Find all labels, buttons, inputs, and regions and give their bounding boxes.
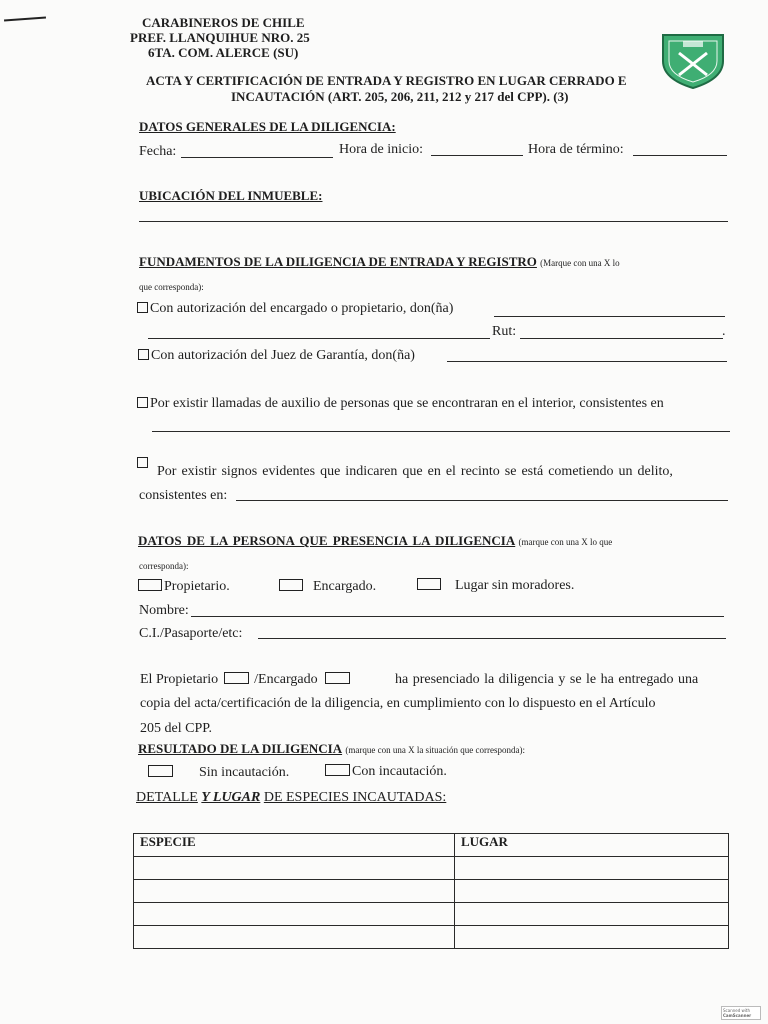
especies-table [133,833,729,949]
section-fundamentos-heading-wrap [139,254,620,270]
fundamentos-note-cont: que corresponda): [139,282,204,292]
option-sin-incautacion-label: Sin incautación. [199,765,290,780]
document-title-line1: ACTA Y CERTIFICACIÓN DE ENTRADA Y REGISTRO EN LUGAR CERRADO E [146,73,627,88]
checkbox-con-incautacion[interactable] [325,764,350,776]
field-rut-line [520,338,723,339]
table-header-row [134,834,729,857]
certificacion-text2: copia del acta/certificación de la diligencia, en cumplimiento con lo dispuesto en el Artículo [140,696,656,711]
option-autorizacion-encargado-label: Con autorización del encargado o propietario, don(ña) [150,301,454,316]
carabineros-emblem-icon [657,31,729,91]
section-ubicacion-heading: UBICACIÓN DEL INMUEBLE: [139,188,323,203]
header-institution: CARABINEROS DE CHILE [142,15,305,30]
option-lugar-sin-moradores-label: Lugar sin moradores. [455,578,575,593]
certificacion-text3: 205 del CPP. [140,721,212,736]
field-fecha-line [181,157,333,158]
rut-end: . [722,324,726,339]
header-commissary: 6TA. COM. ALERCE (SU) [148,45,299,60]
checkbox-autorizacion-juez[interactable] [138,349,149,360]
badge-line1: Scanned with [723,1008,751,1013]
checkbox-cert-encargado[interactable] [325,672,350,684]
option-llamadas-auxilio-label: Por existir llamadas de auxilio de personas que se encontraran en el interior, consistentes en [150,396,664,411]
field-hora-inicio-line [431,155,523,156]
persona-note-cont: corresponda): [139,561,189,571]
section-general-heading: DATOS GENERALES DE LA DILIGENCIA: [139,119,396,134]
option-encargado-label: Encargado. [313,579,377,594]
table-cell-lugar[interactable] [455,880,729,903]
field-juez-name-line [447,361,727,362]
certificacion-line1 [140,672,352,688]
table-cell-especie[interactable] [134,926,455,949]
certificacion-text1: ha presenciado la diligencia y se le ha entregado una [395,672,699,687]
fundamentos-note: (Marque con una X lo [540,258,620,268]
option-signos-evidentes [137,454,150,472]
table-cell-especie[interactable] [134,903,455,926]
badge-line2: CamScanner [723,1013,752,1018]
column-header-especie: ESPECIE [134,834,455,857]
scan-mark [4,17,46,22]
label-hora-inicio: Hora de inicio: [339,142,423,157]
field-ubicacion-line [139,221,728,222]
table-row [134,857,729,880]
table-row [134,880,729,903]
field-nombre-line [191,616,724,617]
field-hora-termino-line [633,155,727,156]
label-consistentes-en: consistentes en: [139,488,228,503]
table-cell-lugar[interactable] [455,857,729,880]
checkbox-encargado[interactable] [279,579,303,591]
section-resultado-heading-wrap [138,741,525,757]
resultado-note: (marque con una X la situación que corresponda): [345,745,526,755]
detalle-heading-b: Y LUGAR [201,790,261,805]
checkbox-signos-evidentes[interactable] [137,457,148,468]
field-consistentes-line [236,500,728,501]
section-persona-heading-wrap [138,533,612,549]
option-encargado [279,579,376,595]
detalle-heading-c: DE ESPECIES INCAUTADAS: [263,790,447,805]
field-encargado-name-line [494,316,725,317]
field-auxilio-line [152,431,730,432]
camscanner-badge [721,1006,761,1020]
checkbox-autorizacion-encargado[interactable] [137,302,148,313]
option-sin-incautacion [148,765,289,781]
certificacion-propietario-label: El Propietario [140,672,219,687]
option-con-incautacion [325,764,447,780]
label-nombre: Nombre: [139,603,189,618]
option-propietario [138,579,230,595]
checkbox-cert-propietario[interactable] [224,672,249,684]
label-rut: Rut: [492,324,517,339]
table-cell-especie[interactable] [134,880,455,903]
checkbox-sin-incautacion[interactable] [148,765,173,777]
table-row [134,903,729,926]
option-llamadas-auxilio [137,396,664,412]
section-detalle-heading [136,790,446,806]
option-lugar-sin-moradores [417,578,574,594]
persona-note: (marque con una X lo que [518,537,613,547]
option-propietario-label: Propietario. [164,579,230,594]
label-fecha: Fecha: [139,144,177,159]
header-prefecture: PREF. LLANQUIHUE NRO. 25 [130,30,310,45]
option-autorizacion-juez-label: Con autorización del Juez de Garantía, don(ña) [151,348,415,363]
checkbox-propietario[interactable] [138,579,162,591]
label-ci-pasaporte: C.I./Pasaporte/etc: [139,626,243,641]
section-fundamentos-heading: FUNDAMENTOS DE LA DILIGENCIA DE ENTRADA Y REGISTRO [139,254,537,269]
table-body [134,857,729,949]
table-row [134,926,729,949]
checkbox-llamadas-auxilio[interactable] [137,397,148,408]
option-signos-evidentes-label: Por existir signos evidentes que indicaren que en el recinto se está cometiendo un delito, [157,464,673,479]
table-cell-lugar[interactable] [455,903,729,926]
column-header-lugar: LUGAR [455,834,729,857]
option-con-incautacion-label: Con incautación. [352,764,447,779]
option-autorizacion-juez [138,348,415,364]
section-resultado-heading: RESULTADO DE LA DILIGENCIA [138,741,343,756]
field-ci-line [258,638,726,639]
field-encargado-name-line2 [148,338,490,339]
document-title-line2: INCAUTACIÓN (ART. 205, 206, 211, 212 y 217 del CPP). (3) [231,89,569,104]
option-autorizacion-encargado [137,301,453,317]
checkbox-lugar-sin-moradores[interactable] [417,578,441,590]
table-cell-especie[interactable] [134,857,455,880]
detalle-heading-a: DETALLE [136,790,198,805]
label-hora-termino: Hora de término: [528,142,624,157]
certificacion-encargado-label: /Encargado [254,672,318,687]
section-persona-heading: DATOS DE LA PERSONA QUE PRESENCIA LA DILIGENCIA [138,533,516,548]
table-cell-lugar[interactable] [455,926,729,949]
